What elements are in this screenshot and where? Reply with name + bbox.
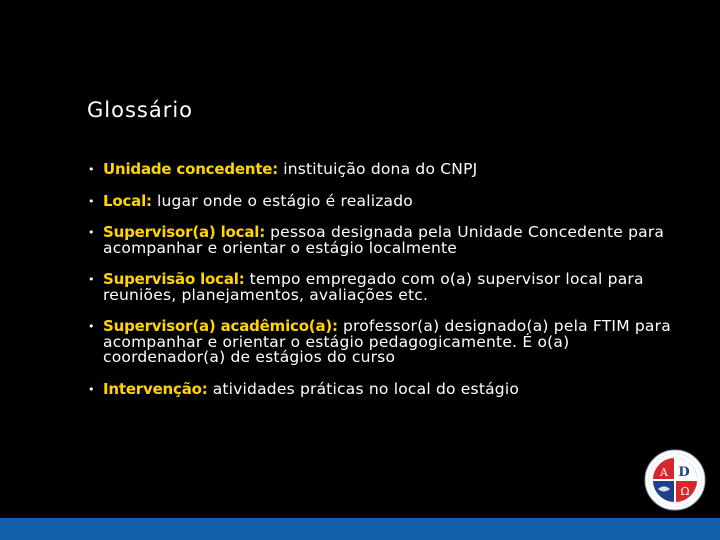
logo-letter-a: A (660, 466, 668, 479)
glossary-item (88, 191, 688, 210)
glossary-term: Intervenção: (103, 379, 208, 398)
institution-logo-icon (644, 449, 706, 511)
glossary-definition: instituição dona do CNPJ (278, 160, 478, 178)
glossary-definition: lugar onde o estágio é realizado (151, 191, 413, 210)
slide-title: Glossário (87, 98, 194, 122)
glossary-term: Supervisor(a) acadêmico(a): (103, 317, 338, 335)
glossary-item (88, 379, 688, 398)
glossary-item (88, 319, 688, 366)
bullet-icon: • (88, 320, 95, 333)
bullet-icon: • (88, 194, 95, 208)
bullet-icon: • (88, 273, 95, 286)
glossary-term: Unidade concedente: (103, 160, 279, 178)
glossary-definition: professor(a) designado(a) pela FTIM para acompanhar e orientar o estágio pedagogicamente. É o(a) coordenador(a) de estágios do curso (103, 317, 671, 366)
glossary-item (88, 272, 688, 303)
glossary-term: Supervisor(a) local: (103, 223, 265, 241)
logo-letter-omega: Ω (680, 485, 690, 498)
logo-letter-d: D (678, 465, 690, 480)
glossary-definition: pessoa designada pela Unidade Concedente para acompanhar e orientar o estágio localmente (103, 223, 665, 257)
glossary-item (88, 162, 688, 178)
glossary-term: Supervisão local: (103, 270, 245, 288)
glossary-term: Local: (103, 191, 152, 210)
bullet-icon: • (88, 382, 95, 396)
glossary-definition: tempo empregado com o(a) supervisor local para reuniões, planejamentos, avaliações etc. (103, 270, 644, 304)
glossary-definition: atividades práticas no local do estágio (207, 379, 520, 398)
glossary-list (88, 162, 688, 413)
bullet-icon: • (88, 226, 95, 239)
bullet-icon: • (88, 163, 95, 176)
footer-bar (0, 518, 720, 540)
glossary-item (88, 225, 688, 256)
